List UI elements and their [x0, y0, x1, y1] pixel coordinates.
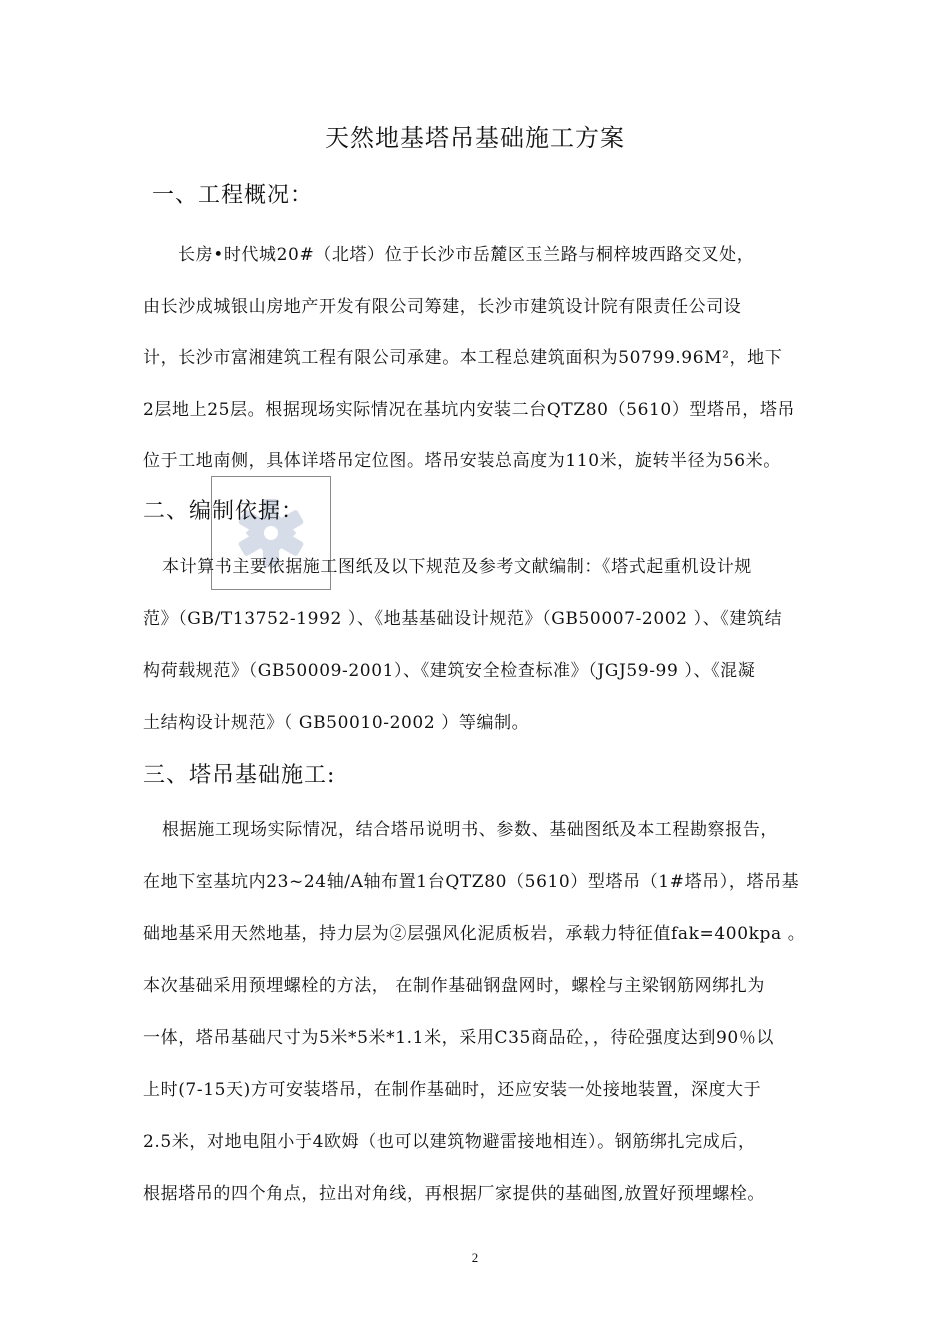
- section-3-line-7: 2.5米，对地电阻小于4欧姆（也可以建筑物避雷接地相连）。钢筋绑扎完成后，: [143, 1132, 756, 1152]
- section-1-line-2: 由长沙成城银山房地产开发有限公司筹建，长沙市建筑设计院有限责任公司设: [143, 297, 742, 317]
- section-2-line-3: 构荷载规范》（GB50009-2001）、《建筑安全检查标准》（JGJ59-99 ）、《混凝: [143, 661, 756, 681]
- section-1-heading: 一、工程概况：: [152, 183, 314, 208]
- section-2-line-4: 土结构设计规范》（ GB50010-2002 ）等编制。: [143, 713, 530, 733]
- document-title: 天然地基塔吊基础施工方案: [325, 124, 625, 152]
- section-1-line-1: 长房•时代城20#（北塔）位于长沙市岳麓区玉兰路与桐梓坡西路交叉处，: [178, 245, 755, 265]
- section-1-line-4: 2层地上25层。根据现场实际情况在基坑内安装二台QTZ80（5610）型塔吊，塔吊: [143, 400, 796, 420]
- section-3-line-8: 根据塔吊的四个角点，拉出对角线，再根据厂家提供的基础图,放置好预埋螺栓。: [143, 1184, 766, 1204]
- section-1-line-3: 计，长沙市富湘建筑工程有限公司承建。本工程总建筑面积为50799.96M²，地下: [143, 348, 783, 368]
- page-number: 2: [471, 1250, 479, 1265]
- section-2-line-1: 本计算书主要依据施工图纸及以下规范及参考文献编制：《塔式起重机设计规: [162, 557, 752, 577]
- section-3-line-3: 础地基采用天然地基，持力层为②层强风化泥质板岩，承载力特征值fak=400kpa 。: [143, 924, 806, 944]
- section-2-line-2: 范》（GB/T13752-1992 ）、《地基基础设计规范》（GB50007-2002 ）、《建筑结: [143, 609, 783, 629]
- section-3-line-4: 本次基础采用预埋螺栓的方法， 在制作基础钢盘网时，螺栓与主梁钢筋网绑扎为: [143, 976, 766, 996]
- section-3-line-1: 根据施工现场实际情况，结合塔吊说明书、参数、基础图纸及本工程勘察报告，: [162, 820, 778, 840]
- section-3-heading: 三、塔吊基础施工:: [143, 763, 336, 788]
- section-3-line-5: 一体，塔吊基础尺寸为5米*5米*1.1米，采用C35商品砼，，待砼强度达到90％以: [143, 1028, 775, 1048]
- section-1-line-5: 位于工地南侧，具体详塔吊定位图。塔吊安装总高度为110米，旋转半径为56米。: [143, 451, 781, 471]
- section-3-line-6: 上时(7-15天)方可安装塔吊，在制作基础时，还应安装一处接地装置，深度大于: [143, 1080, 762, 1100]
- section-3-line-2: 在地下室基坑内23~24轴/A轴布置1台QTZ80（5610）型塔吊（1#塔吊），塔吊基: [143, 872, 800, 892]
- section-2-heading: 二、编制依据：: [143, 499, 305, 524]
